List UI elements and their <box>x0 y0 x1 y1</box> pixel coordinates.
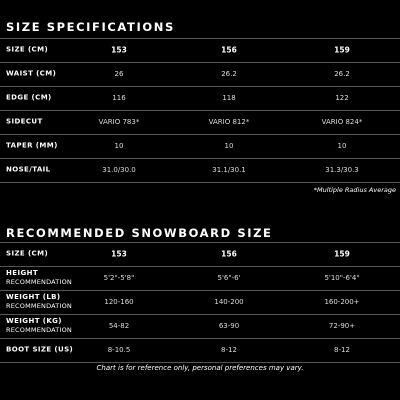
recommended-size-title: RECOMMENDED SNOWBOARD SIZE <box>6 226 273 240</box>
row-label <box>6 166 51 175</box>
size-column-header: 156 <box>221 249 237 259</box>
row-label <box>6 118 43 127</box>
table-cell: 116 <box>112 94 126 102</box>
size-column-header: 156 <box>221 45 237 55</box>
table-cell: 10 <box>337 142 347 150</box>
table-cell: 118 <box>222 94 236 102</box>
row-label-sub: RECOMMENDATION <box>6 278 72 286</box>
table-cell: 140-200 <box>214 298 244 306</box>
size-column-header: 153 <box>111 45 127 55</box>
row-label-text: WEIGHT (KG) <box>6 317 62 325</box>
row-label-text: NOSE/TAIL <box>6 165 51 174</box>
row-label-text: BOOT SIZE (US) <box>6 345 74 354</box>
table-cell: 5'10"-6'4" <box>324 274 360 282</box>
table-cell: 31.1/30.1 <box>212 166 246 174</box>
row-label <box>6 94 52 103</box>
table-cell: 10 <box>114 142 124 150</box>
table-cell: 8-10.5 <box>107 346 131 354</box>
row-label-text: WAIST (CM) <box>6 69 57 78</box>
table-cell: 160-200+ <box>324 298 360 306</box>
table-header-row <box>0 242 400 266</box>
row-label-text: WEIGHT (LB) <box>6 293 61 301</box>
table-cell: 31.0/30.0 <box>102 166 136 174</box>
table-cell: 122 <box>335 94 349 102</box>
table-cell: VARIO 824* <box>321 118 363 126</box>
row-label-text: SIZE (CM) <box>6 45 49 54</box>
table-row <box>0 134 400 158</box>
row-label <box>6 317 72 335</box>
table-cell: 10 <box>224 142 234 150</box>
row-label-text: SIZE (CM) <box>6 249 49 258</box>
row-label <box>6 269 72 287</box>
row-label-sub: RECOMMENDATION <box>6 326 72 334</box>
table-cell: 120-160 <box>104 298 134 306</box>
size-column-header: 153 <box>111 249 127 259</box>
table-cell: 63-90 <box>218 322 240 330</box>
table-cell: 5'2"-5'8" <box>103 274 135 282</box>
row-divider <box>0 362 400 363</box>
table-row <box>0 266 400 290</box>
row-label <box>6 346 73 355</box>
table-cell: 26.2 <box>221 70 237 78</box>
table-cell: 72-90+ <box>328 322 356 330</box>
row-divider <box>0 182 400 183</box>
row-label-text: HEIGHT <box>6 269 39 277</box>
table-cell: 54-82 <box>108 322 130 330</box>
table-cell: 26 <box>114 70 124 78</box>
table-row <box>0 314 400 338</box>
row-label <box>6 250 48 259</box>
table-cell: VARIO 812* <box>208 118 250 126</box>
sidecut-footnote: *Multiple Radius Average <box>313 186 396 194</box>
size-specifications-title: SIZE SPECIFICATIONS <box>6 20 175 34</box>
row-label <box>6 46 48 55</box>
row-label <box>6 293 72 311</box>
table-cell: 8-12 <box>334 346 350 354</box>
table-row <box>0 338 400 362</box>
row-label-text: SIDECUT <box>6 117 43 126</box>
table-row <box>0 158 400 182</box>
table-row <box>0 62 400 86</box>
table-header-row <box>0 38 400 62</box>
table-row <box>0 86 400 110</box>
size-column-header: 159 <box>334 45 350 55</box>
size-column-header: 159 <box>334 249 350 259</box>
row-label <box>6 142 58 151</box>
table-cell: 31.3/30.3 <box>325 166 359 174</box>
reference-disclaimer: Chart is for reference only, personal preferences may vary. <box>96 364 304 372</box>
table-cell: 8-12 <box>221 346 237 354</box>
row-label-text: EDGE (CM) <box>6 93 52 102</box>
row-label-text: TAPER (MM) <box>6 141 58 150</box>
table-cell: VARIO 783* <box>98 118 140 126</box>
table-cell: 26.2 <box>334 70 350 78</box>
table-cell: 5'6"-6' <box>217 274 241 282</box>
table-row <box>0 110 400 134</box>
table-row <box>0 290 400 314</box>
row-label <box>6 70 56 79</box>
row-label-sub: RECOMMENDATION <box>6 302 72 310</box>
